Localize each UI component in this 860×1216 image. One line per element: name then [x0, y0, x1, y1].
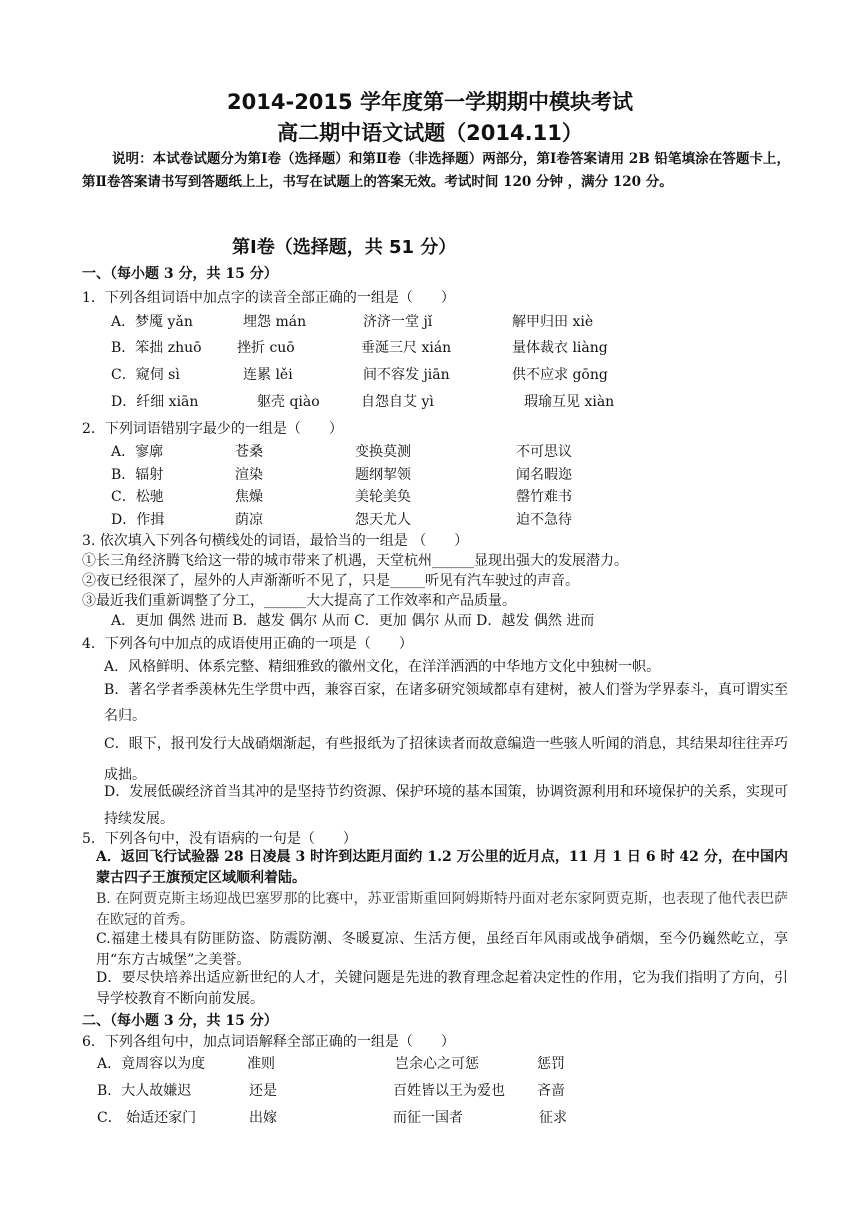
q5-option-c: C.福建土楼具有防匪防盗、防震防潮、冬暖夏凉、生活方便，虽经百年风雨或战争硝烟，至今仍巍然屹立，享用“东方古城堡”之美誉。 [96, 931, 788, 968]
q2-d-3: 怨天尤人 [355, 512, 411, 528]
q1-a-2: 埋怨 mán [243, 314, 307, 330]
q2-c-4: 罄竹难书 [516, 489, 572, 505]
section1-heading: 一、（每小题 3 分，共 15 分） [82, 266, 278, 282]
q6-b-3: 百姓皆以王为爱也 [393, 1083, 505, 1099]
q2-d-2: 荫凉 [235, 512, 263, 528]
q2-d-4: 迫不急待 [516, 512, 572, 528]
q5-option-b: B. 在阿贾克斯主场迎战巴塞罗那的比赛中，苏亚雷斯重回阿姆斯特丹面对老东家阿贾克斯，也表现了他代表巴萨在欧冠的首秀。 [96, 891, 788, 928]
exam-instructions: 说明：本试卷试题分为第Ⅰ卷（选择题）和第Ⅱ卷（非选择题）两部分，第Ⅰ卷答案请用 2B 铅笔填涂在答题卡上，第Ⅱ卷答案请书写到答题纸上上，书写在试题上的答案无效。考试时间 120 分钟 ，满分 120 分。 [82, 151, 790, 190]
q6-b-4: 吝啬 [537, 1083, 565, 1099]
q1-stem: 1．下列各组词语中加点字的读音全部正确的一组是（ ） [82, 290, 455, 306]
q3-sentence-2: ②夜已经很深了，屋外的人声渐渐听不见了，只是_____听见有汽车驶过的声音。 [82, 573, 579, 589]
q6-c-4: 征求 [539, 1110, 567, 1126]
q6-c-3: 而征一国者 [393, 1110, 463, 1126]
q6-stem: 6．下列各组句中，加点词语解释全部正确的一组是（ ） [82, 1034, 455, 1050]
q6-c-1: C． 始适还家门 [97, 1110, 197, 1126]
q1-b-1: B．笨拙 zhuō [111, 340, 202, 356]
q1-a-3: 济济一堂 jǐ [363, 314, 433, 330]
q4-option-c: C．眼下，报刊发行大战硝烟渐起，有些报纸为了招徕读者而故意编造一些骇人听闻的消息，其结果却往往弄巧成拙。 [104, 736, 788, 783]
q2-c-1: C．松驰 [111, 489, 164, 505]
q1-c-3: 间不容发 jiān [363, 367, 450, 383]
q4-option-a: A．风格鲜明、体系完整、精细雅致的徽州文化，在洋洋洒洒的中华地方文化中独树一帜。 [104, 659, 661, 675]
q1-b-3: 垂涎三尺 xián [361, 340, 452, 356]
q1-c-4: 供不应求 gōng [512, 367, 608, 383]
q1-d-2: 躯壳 qiào [257, 394, 320, 410]
part1-title: 第Ⅰ卷（选择题，共 51 分） [232, 237, 457, 258]
q4-option-d: D．发展低碳经济首当其冲的是坚持节约资源、保护环境的基本国策，协调资源利用和环境保护的关系，实现可持续发展。 [104, 784, 788, 827]
q2-a-1: A．寥廓 [111, 444, 164, 460]
q6-a-1: A．竟周容以为度 [97, 1056, 206, 1072]
q6-b-1: B．大人故嫌迟 [97, 1083, 192, 1099]
q2-a-3: 变换莫测 [355, 444, 411, 460]
q6-b-2: 还是 [249, 1083, 277, 1099]
q1-d-1: D．纤细 xiān [111, 394, 199, 410]
q6-a-2: 准则 [247, 1056, 275, 1072]
q2-b-4: 闻名暇迩 [516, 467, 572, 483]
q4-stem: 4．下列各句中加点的成语使用正确的一项是（ ） [82, 636, 413, 652]
q2-stem: 2．下列词语错别字最少的一组是（ ） [82, 421, 343, 437]
q4-option-b: B．著名学者季羡林先生学贯中西，兼容百家，在诸多研究领域都卓有建树，被人们誉为学界泰斗，真可谓实至名归。 [104, 682, 788, 724]
q5-option-d: D．要尽快培养出适应新世纪的人才，关键问题是先进的教育理念起着决定性的作用，它为我们指明了方向，引导学校教育不断向前发展。 [96, 970, 788, 1007]
q6-c-2: 出嫁 [249, 1110, 277, 1126]
q1-c-1: C．窥伺 sì [111, 367, 180, 383]
q2-b-3: 题纲挈领 [355, 467, 411, 483]
q3-options: A．更加 偶然 进而 B．越发 偶尔 从而 C．更加 偶尔 从而 D．越发 偶然 进而 [111, 613, 595, 629]
q2-b-1: B．辐射 [111, 467, 164, 483]
q5-stem: 5．下列各句中，没有语病的一句是（ ） [82, 831, 357, 847]
q2-a-4: 不可思议 [516, 444, 572, 460]
exam-subtitle: 高二期中语文试题（2014.11） [277, 121, 583, 145]
q6-a-4: 惩罚 [537, 1056, 565, 1072]
q1-d-4: 瑕瑜互见 xiàn [524, 394, 615, 410]
q2-c-2: 焦燥 [235, 489, 263, 505]
q2-c-3: 美轮美奂 [355, 489, 411, 505]
q1-d-3: 自怨自艾 yì [361, 394, 434, 410]
q3-sentence-3: ③最近我们重新调整了分工，______大大提高了工作效率和产品质量。 [82, 593, 516, 609]
section2-heading: 二、（每小题 3 分，共 15 分） [82, 1013, 278, 1029]
q1-b-4: 量体裁衣 liàng [512, 340, 608, 356]
q1-a-4: 解甲归田 xiè [512, 314, 594, 330]
q2-d-1: D．作揖 [111, 512, 165, 528]
q3-stem: 3. 依次填入下列各句横线处的词语，最恰当的一组是 （ ） [82, 533, 469, 549]
q3-sentence-1: ①长三角经济腾飞给这一带的城市带来了机遇，天堂杭州______显现出强大的发展潜力。 [82, 553, 628, 569]
q1-c-2: 连累 lěi [243, 367, 293, 383]
q1-a-1: A．梦魇 yǎn [111, 314, 193, 330]
q2-b-2: 渲染 [235, 467, 263, 483]
q1-b-2: 挫折 cuō [237, 340, 295, 356]
q6-a-3: 岂余心之可惩 [395, 1056, 479, 1072]
q2-a-2: 苍桑 [235, 444, 263, 460]
q5-option-a: A．返回飞行试验器 28 日凌晨 3 时许到达距月面约 1.2 万公里的近月点，11 月 1 日 6 时 42 分，在中国内蒙古四子王旗预定区域顺利着陆。 [96, 849, 788, 886]
exam-title: 2014-2015 学年度第一学期期中模块考试 [227, 90, 633, 114]
